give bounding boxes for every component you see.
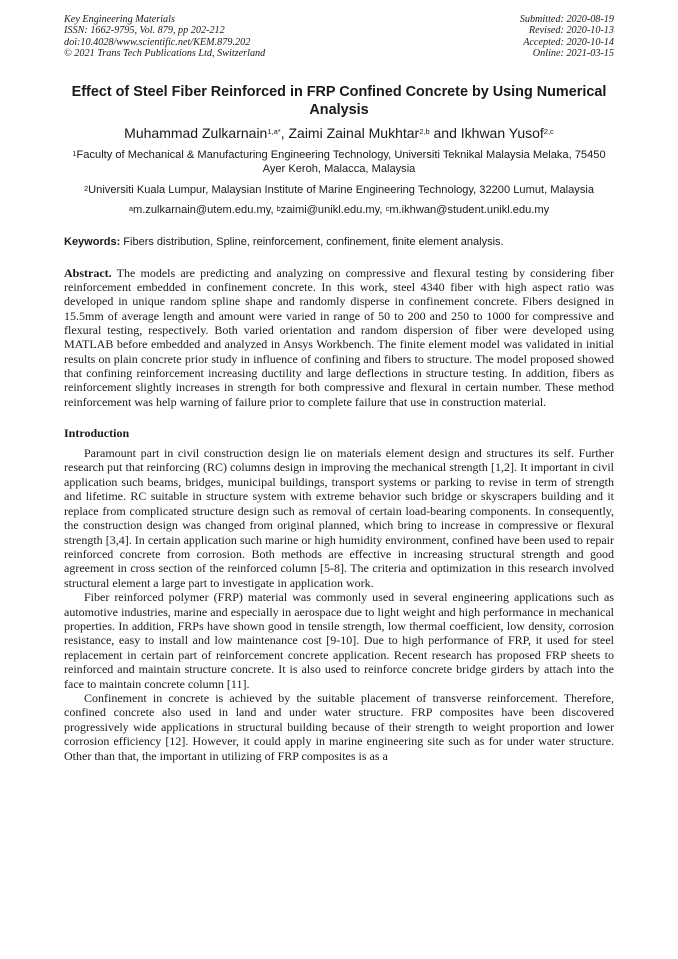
affiliation-text: Faculty of Mechanical & Manufacturing Engineering Technology, Universiti Teknikal Malaysia Melaka, 75450 Ayer Keroh, Malacca, Malaysia xyxy=(76,148,606,176)
abstract xyxy=(64,266,614,409)
journal-copyright: © 2021 Trans Tech Publications Ltd, Switzerland xyxy=(64,48,266,60)
email-sup: b xyxy=(276,204,281,214)
email-sup: c xyxy=(385,204,390,214)
intro-paragraph: Paramount part in civil construction design lie on materials element design and structures its self. Further research put that reinforcing (RC) columns design in improving the mechanical strength [1,2]. It important in civil application such beams, bridges, municipal buildings, transport systems or parking to revise in term of strength and lifetime. RC suitable in structure system with extreme behavior such bridge or skyscrapers building and it replace from complicated structure design such as removal of certain load-bearing components. In consequently, the construction design was changed from original planned, which bring to increase in compressive or flexural strength [3,4]. In certain application such marine or high humidity environment, confined have been used to repair reinforced concrete from corrosion. Both methods are effective in increasing structural strength and good agreement in cross section of the reinforced column [5-8]. The criteria and optimization in this research involved structural element a large part to investigate in application work. xyxy=(64,446,614,590)
affiliation-sup: 1 xyxy=(72,148,77,158)
author-name: Muhammad Zulkarnain xyxy=(124,124,268,141)
date-submitted: Submitted: 2020-08-19 xyxy=(519,14,614,25)
date-revised: Revised: 2020-10-13 xyxy=(528,25,614,37)
paper-page xyxy=(64,14,614,763)
author-emails xyxy=(64,203,614,218)
section-heading-introduction: Introduction xyxy=(64,426,130,441)
journal-issn: ISSN: 1662-9795, Vol. 879, pp 202-212 xyxy=(64,25,225,37)
intro-paragraph: Fiber reinforced polymer (FRP) material was commonly used in several engineering applications such as automotive industries, marine and especially in aerospace due to light weight and high performance in mechanical properties. In addition, FRPs have shown good in tensile strength, low thermal coefficient, low density, corrosion resistance, easy to install and low maintenance cost [9-10]. Due to high performance of FRP, it used for steel replacement in certain part of reinforcement concrete application. Recent research has proposed FRP sheets to reinforced and maintain structure concrete. It is also used to reinforce concrete bridge girders by attach into the face to maintain concrete column [11]. xyxy=(64,590,614,691)
abstract-label: Abstract. xyxy=(64,265,112,280)
email-address: m.ikhwan@student.unikl.edu.my xyxy=(389,204,550,217)
author-list xyxy=(64,124,614,142)
email-address: zaimi@unikl.edu.my xyxy=(280,204,380,217)
author-sep: , xyxy=(280,124,289,141)
author-sep: and xyxy=(429,124,461,141)
author-sup: 2,b xyxy=(419,126,430,136)
email-sep: , xyxy=(270,204,277,217)
email-sup: a xyxy=(128,204,133,214)
affiliation-2 xyxy=(64,183,614,198)
author-name: Zaimi Zainal Mukhtar xyxy=(288,124,420,141)
keywords-text: Fibers distribution, Spline, reinforcement, confinement, finite element analysis. xyxy=(120,235,504,248)
author-name: Ikhwan Yusof xyxy=(460,124,544,141)
author-sup: 2,c xyxy=(543,126,554,136)
email-sep: , xyxy=(379,204,386,217)
paper-title: Effect of Steel Fiber Reinforced in FRP Confined Concrete by Using Numerical Analysis xyxy=(71,83,607,118)
date-accepted: Accepted: 2020-10-14 xyxy=(523,36,614,48)
intro-paragraph: Confinement in concrete is achieved by the suitable placement of transverse reinforcement. Therefore, confined concrete also used in land and under water structure. FRP composites have been discovered progressively wide applications in structural building because of their strength to weight proportion and lower corrosion efficiency [12]. However, it could apply in marine engineering site such as for under water structure. Other than that, the important in utilizing of FRP composites is as a xyxy=(64,690,614,763)
email-address: m.zulkarnain@utem.edu.my xyxy=(132,204,271,217)
journal-header xyxy=(64,14,614,60)
author-sup: 1,a* xyxy=(267,126,281,136)
date-online: Online: 2021-03-15 xyxy=(532,48,614,60)
keywords xyxy=(64,235,614,249)
affiliation-sup: 2 xyxy=(83,183,89,193)
submission-dates xyxy=(520,14,614,60)
journal-info xyxy=(64,14,265,60)
keywords-label: Keywords: xyxy=(64,235,121,248)
abstract-text: The models are predicting and analyzing on compressive and flexural testing by considering fiber reinforcement embedded in confinement concrete. In this work, steel 4340 fiber with high aspect ratio was developed in unique random spline shape and randomly disperse in confinement concrete. Fibers designed in 15.5mm of average length and amount were varied in range of 50 to 200 and 250 to 1000 for compressive and flexural testing, respectively. Both varied orientation and random dispersion of fiber were developed using MATLAB before embedded and analyzed in Ansys Workbench. The finite element model was validated in initial results on plain concrete prior study in influence of confining and fibers to structure. The model proposed showed that confining reinforcement increasing ductility and large deflections in structure testing. In addition, fibers as reinforcement slightly increases in strength for both compressive and flexural in certain number. These method reinforcement was help warning of failure prior to complete failure that use in construction material. xyxy=(64,265,614,409)
affiliation-1 xyxy=(64,148,614,177)
journal-name: Key Engineering Materials xyxy=(64,14,175,25)
journal-doi: doi:10.4028/www.scientific.net/KEM.879.202 xyxy=(64,36,251,48)
affiliation-text: Universiti Kuala Lumpur, Malaysian Institute of Marine Engineering Technology, 32200 Lumut, Malaysia xyxy=(88,183,595,196)
